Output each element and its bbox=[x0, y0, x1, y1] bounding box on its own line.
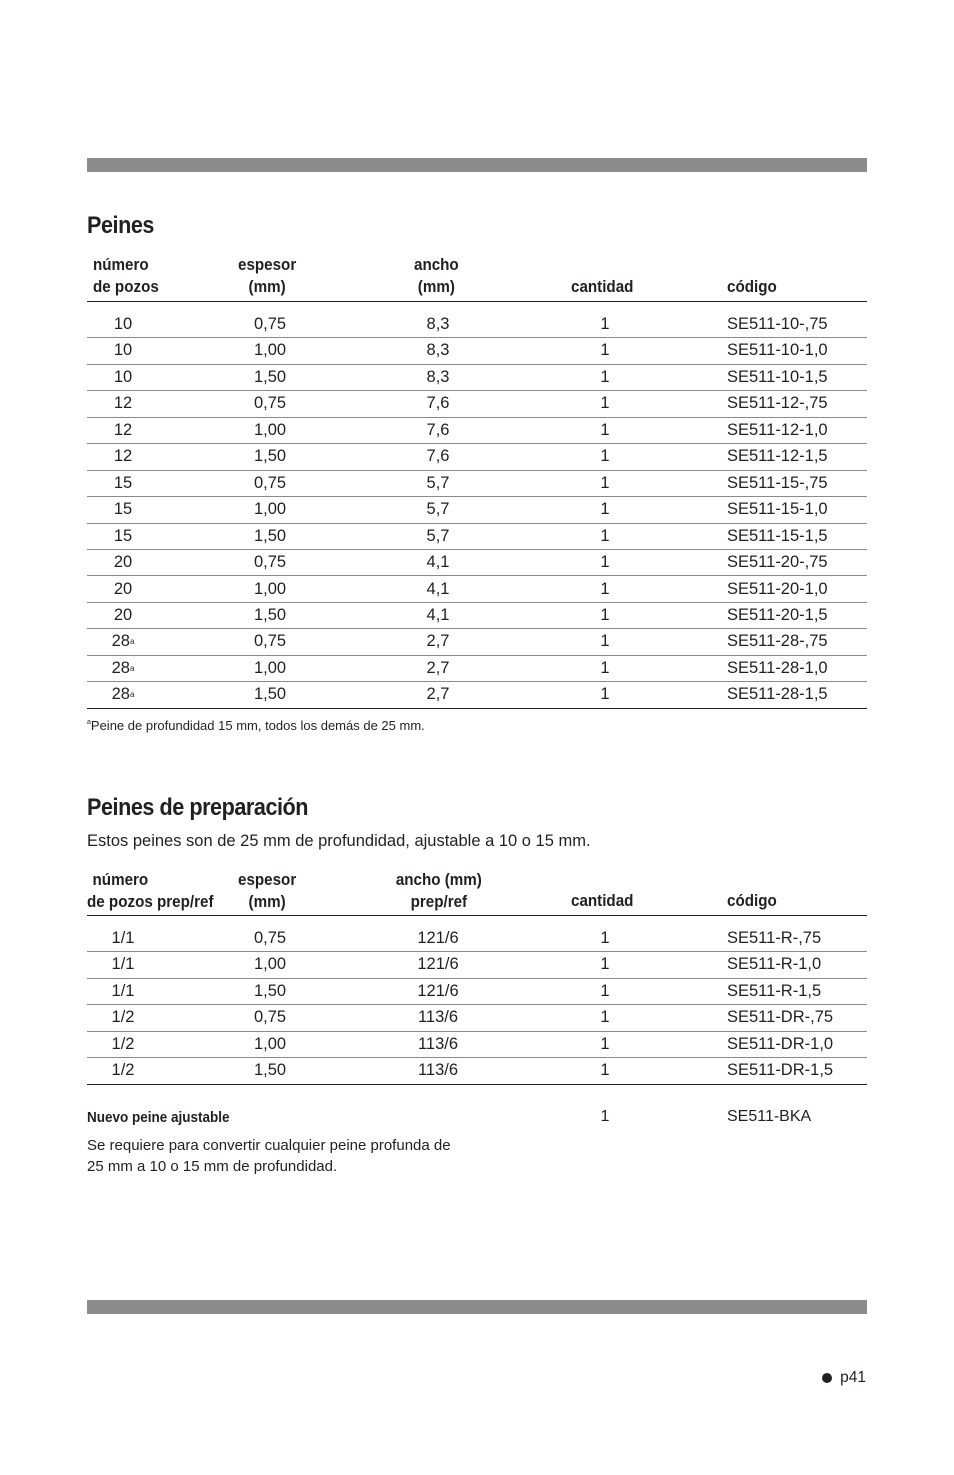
cell-ancho: 2,7 bbox=[426, 658, 450, 677]
cell-espesor: 0,75 bbox=[253, 929, 287, 947]
table-row bbox=[87, 549, 867, 576]
table-row bbox=[87, 1004, 867, 1031]
header-espesor-prep: espesor (mm) bbox=[238, 871, 297, 911]
cell-espesor: 0,75 bbox=[253, 553, 287, 572]
footnote-ref: a bbox=[129, 690, 135, 700]
cell-codigo: SE511-10-1,0 bbox=[727, 341, 828, 360]
page-number-text: p41 bbox=[840, 1369, 866, 1386]
cell-codigo: SE511-R-,75 bbox=[727, 929, 822, 947]
footnote bbox=[87, 718, 425, 733]
table-row bbox=[87, 576, 867, 603]
table-row bbox=[87, 311, 867, 338]
cell-espesor: 1,00 bbox=[253, 500, 287, 519]
table-row bbox=[87, 602, 867, 629]
cell-cantidad: 1 bbox=[600, 500, 610, 519]
cell-espesor: 1,00 bbox=[253, 1034, 287, 1053]
header-rule-prep bbox=[87, 915, 867, 916]
table-row bbox=[87, 523, 867, 550]
header-cantidad: cantidad bbox=[571, 278, 634, 296]
cell-ancho: 121/6 bbox=[417, 955, 459, 974]
cell-cantidad: 1 bbox=[600, 981, 610, 1000]
cell-pozos: 1/1 bbox=[111, 929, 135, 947]
cell-cantidad: 1 bbox=[600, 447, 610, 466]
cell-espesor: 0,75 bbox=[253, 473, 287, 492]
cell-espesor: 0,75 bbox=[253, 1008, 287, 1027]
kit-description: Se requiere para convertir cualquier peine profunda de 25 mm a 10 o 15 mm de profundidad. bbox=[87, 1137, 451, 1175]
cell-pozos: 10 bbox=[113, 341, 133, 360]
section-intro: Estos peines son de 25 mm de profundidad, ajustable a 10 o 15 mm. bbox=[87, 832, 591, 850]
table-row bbox=[87, 496, 867, 523]
cell-espesor: 0,75 bbox=[253, 632, 287, 651]
cell-pozos: 20 bbox=[113, 579, 133, 598]
cell-cantidad: 1 bbox=[600, 341, 610, 360]
cell-codigo: SE511-28-1,5 bbox=[727, 685, 828, 704]
cell-codigo: SE511-R-1,0 bbox=[727, 955, 822, 974]
cell-espesor: 1,00 bbox=[253, 955, 287, 974]
cell-pozos: 15 bbox=[113, 526, 133, 545]
cell-pozos: 12 bbox=[113, 394, 133, 413]
table-row bbox=[87, 417, 867, 444]
header-pozos-prep: número de pozos prep/ref bbox=[87, 871, 214, 911]
cell-ancho: 8,3 bbox=[426, 315, 450, 333]
cell-cantidad: 1 bbox=[600, 1061, 610, 1080]
cell-pozos: 12 bbox=[113, 420, 133, 439]
cell-codigo: SE511-12-1,0 bbox=[727, 420, 828, 439]
cell-codigo: SE511-10-,75 bbox=[727, 315, 828, 333]
cell-espesor: 1,00 bbox=[253, 341, 287, 360]
cell-ancho: 7,6 bbox=[426, 447, 450, 466]
cell-espesor: 1,00 bbox=[253, 658, 287, 677]
cell-ancho: 5,7 bbox=[426, 473, 450, 492]
cell-cantidad: 1 bbox=[600, 315, 610, 333]
cell-ancho: 4,1 bbox=[426, 553, 450, 572]
cell-codigo: SE511-15-,75 bbox=[727, 473, 828, 492]
section-title-peines: Peines bbox=[87, 212, 154, 239]
cell-codigo: SE511-DR-1,5 bbox=[727, 1061, 834, 1080]
cell-codigo: SE511-DR-,75 bbox=[727, 1008, 834, 1027]
cell-espesor: 1,50 bbox=[253, 685, 287, 704]
cell-ancho: 113/6 bbox=[417, 1034, 459, 1053]
table-row bbox=[87, 681, 867, 708]
kit-code: SE511-BKA bbox=[727, 1108, 812, 1125]
footnote-mark: a bbox=[87, 719, 91, 726]
page-number bbox=[822, 1369, 866, 1387]
table-row bbox=[87, 364, 867, 391]
cell-pozos: 28$^a$ bbox=[111, 685, 135, 704]
cell-espesor: 1,00 bbox=[253, 579, 287, 598]
cell-cantidad: 1 bbox=[600, 473, 610, 492]
cell-pozos: 1/2 bbox=[111, 1061, 135, 1080]
cell-cantidad: 1 bbox=[600, 1034, 610, 1053]
cell-ancho: 8,3 bbox=[426, 367, 450, 386]
header-codigo-prep: código bbox=[727, 892, 777, 910]
header-pozos: número de pozos bbox=[93, 256, 159, 296]
cell-cantidad: 1 bbox=[600, 1008, 610, 1027]
cell-cantidad: 1 bbox=[600, 553, 610, 572]
cell-codigo: SE511-20-,75 bbox=[727, 553, 828, 572]
cell-cantidad: 1 bbox=[600, 955, 610, 974]
kit-label: Nuevo peine ajustable bbox=[87, 1109, 230, 1126]
header-rule bbox=[87, 301, 867, 302]
table-row bbox=[87, 978, 867, 1005]
footnote-ref: a bbox=[129, 637, 135, 647]
table-row bbox=[87, 390, 867, 417]
cell-codigo: SE511-28-,75 bbox=[727, 632, 828, 651]
cell-pozos: 12 bbox=[113, 447, 133, 466]
footnote-ref: a bbox=[129, 663, 135, 673]
cell-pozos: 28$^a$ bbox=[111, 658, 135, 677]
top-divider-bar bbox=[87, 158, 867, 172]
cell-pozos: 1/2 bbox=[111, 1034, 135, 1053]
table-row bbox=[87, 1031, 867, 1058]
cell-codigo: SE511-20-1,0 bbox=[727, 579, 828, 598]
cell-pozos: 10 bbox=[113, 367, 133, 386]
cell-pozos: 15 bbox=[113, 500, 133, 519]
cell-ancho: 121/6 bbox=[417, 981, 459, 1000]
header-codigo: código bbox=[727, 278, 777, 296]
cell-ancho: 113/6 bbox=[417, 1008, 459, 1027]
cell-espesor: 0,75 bbox=[253, 315, 287, 333]
cell-ancho: 5,7 bbox=[426, 526, 450, 545]
header-ancho-prep: ancho (mm) prep/ref bbox=[395, 871, 482, 911]
table-row bbox=[87, 628, 867, 655]
cell-codigo: SE511-10-1,5 bbox=[727, 367, 828, 386]
cell-cantidad: 1 bbox=[600, 526, 610, 545]
cell-pozos: 1/1 bbox=[111, 955, 135, 974]
cell-cantidad: 1 bbox=[600, 579, 610, 598]
table-row bbox=[87, 443, 867, 470]
cell-pozos: 20 bbox=[113, 553, 133, 572]
cell-cantidad: 1 bbox=[600, 394, 610, 413]
cell-codigo: SE511-R-1,5 bbox=[727, 981, 822, 1000]
cell-ancho: 7,6 bbox=[426, 394, 450, 413]
cell-pozos: 28$^a$ bbox=[111, 632, 135, 651]
cell-pozos: 20 bbox=[113, 605, 133, 624]
cell-espesor: 1,50 bbox=[253, 447, 287, 466]
cell-ancho: 121/6 bbox=[417, 929, 459, 947]
table-row bbox=[87, 925, 867, 952]
cell-espesor: 1,50 bbox=[253, 981, 287, 1000]
cell-codigo: SE511-DR-1,0 bbox=[727, 1034, 834, 1053]
cell-codigo: SE511-20-1,5 bbox=[727, 605, 828, 624]
kit-quantity: 1 bbox=[600, 1108, 610, 1125]
cell-cantidad: 1 bbox=[600, 420, 610, 439]
cell-espesor: 1,50 bbox=[253, 367, 287, 386]
cell-ancho: 8,3 bbox=[426, 341, 450, 360]
cell-ancho: 2,7 bbox=[426, 685, 450, 704]
cell-espesor: 1,00 bbox=[253, 420, 287, 439]
cell-cantidad: 1 bbox=[600, 929, 610, 947]
footnote-text: Peine de profundidad 15 mm, todos los demás de 25 mm. bbox=[90, 718, 425, 733]
cell-espesor: 1,50 bbox=[253, 526, 287, 545]
table-row bbox=[87, 1057, 867, 1084]
cell-pozos: 10 bbox=[113, 315, 133, 333]
cell-codigo: SE511-12-,75 bbox=[727, 394, 828, 413]
cell-espesor: 0,75 bbox=[253, 394, 287, 413]
cell-pozos: 15 bbox=[113, 473, 133, 492]
cell-cantidad: 1 bbox=[600, 632, 610, 651]
bottom-divider-bar bbox=[87, 1300, 867, 1314]
cell-ancho: 5,7 bbox=[426, 500, 450, 519]
table-row bbox=[87, 337, 867, 364]
table-row bbox=[87, 951, 867, 978]
cell-espesor: 1,50 bbox=[253, 1061, 287, 1080]
header-ancho: ancho (mm) bbox=[414, 256, 459, 296]
bullet-icon bbox=[822, 1373, 832, 1383]
section-title-peines-preparacion: Peines de preparación bbox=[87, 794, 309, 821]
cell-codigo: SE511-28-1,0 bbox=[727, 658, 828, 677]
cell-codigo: SE511-15-1,5 bbox=[727, 526, 828, 545]
cell-codigo: SE511-15-1,0 bbox=[727, 500, 828, 519]
cell-ancho: 4,1 bbox=[426, 605, 450, 624]
table-row bbox=[87, 470, 867, 497]
cell-ancho: 4,1 bbox=[426, 579, 450, 598]
cell-ancho: 7,6 bbox=[426, 420, 450, 439]
cell-cantidad: 1 bbox=[600, 685, 610, 704]
cell-ancho: 113/6 bbox=[417, 1061, 459, 1080]
table-row bbox=[87, 655, 867, 682]
cell-cantidad: 1 bbox=[600, 367, 610, 386]
cell-pozos: 1/1 bbox=[111, 981, 135, 1000]
cell-cantidad: 1 bbox=[600, 658, 610, 677]
header-espesor: espesor (mm) bbox=[238, 256, 297, 296]
cell-ancho: 2,7 bbox=[426, 632, 450, 651]
cell-codigo: SE511-12-1,5 bbox=[727, 447, 828, 466]
cell-espesor: 1,50 bbox=[253, 605, 287, 624]
cell-pozos: 1/2 bbox=[111, 1008, 135, 1027]
header-cantidad-prep: cantidad bbox=[571, 892, 634, 910]
cell-cantidad: 1 bbox=[600, 605, 610, 624]
